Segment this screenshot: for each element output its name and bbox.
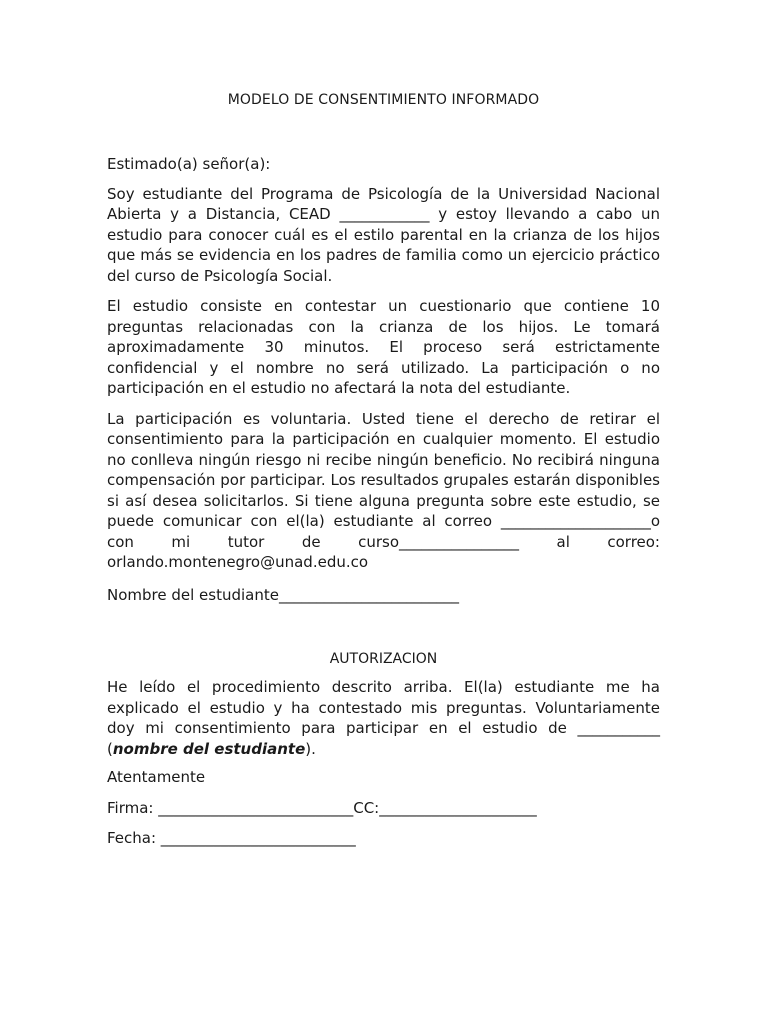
document-title: MODELO DE CONSENTIMIENTO INFORMADO	[227, 92, 540, 108]
closing-text: Atentamente	[107, 768, 206, 786]
autorizacion-title: AUTORIZACION	[329, 651, 438, 667]
autorizacion-text-end: ).	[305, 739, 316, 758]
salutation: Estimado(a) señor(a):	[107, 155, 271, 173]
autorizacion-text: He leído el procedimiento descrito arriba. El(la) estudiante me ha explicado el estudio y ha contestado mis preguntas. Voluntariamente doy mi consentimiento para participar en el estudio de ___________ (	[107, 678, 660, 758]
signature-line: Firma: __________________________CC:_____________________	[107, 798, 537, 817]
date-line: Fecha: __________________________	[107, 829, 356, 847]
intro-paragraph: Soy estudiante del Programa de Psicología de la Universidad Nacional Abierta y a Distancia, CEAD ____________ y estoy llevando a cabo un estudio para conocer cuál es el estilo parental en la crianza de los hijos que más se evidencia en los padres de familia como un ejercicio práctico del curso de Psicología Social.	[107, 184, 660, 285]
participation-paragraph: La participación es voluntaria. Usted tiene el derecho de retirar el consentimiento para la participación en cualquier momento. El estudio no conlleva ningún riesgo ni recibe ningún beneficio. No recibirá ninguna compensación por participar. Los resultados grupales estarán disponibles si así desea solicitarlos. Si tiene alguna pregunta sobre este estudio, se puede comunicar con el(la) estudiante al correo ____________________o con mi tutor de curso________________ al correo: orlando.montenegro@unad.edu.co	[107, 409, 660, 571]
student-name-line: Nombre del estudiante________________________	[107, 585, 459, 604]
student-name-emphasis: nombre del estudiante	[112, 739, 306, 758]
study-description-paragraph: El estudio consiste en contestar un cuestionario que contiene 10 preguntas relacionadas con la crianza de los hijos. Le tomará aproximadamente 30 minutos. El proceso será estrictamente confidencial y el nombre no será utilizado. La participación o no participación en el estudio no afectará la nota del estudiante.	[107, 297, 660, 397]
autorizacion-paragraph	[107, 677, 660, 759]
